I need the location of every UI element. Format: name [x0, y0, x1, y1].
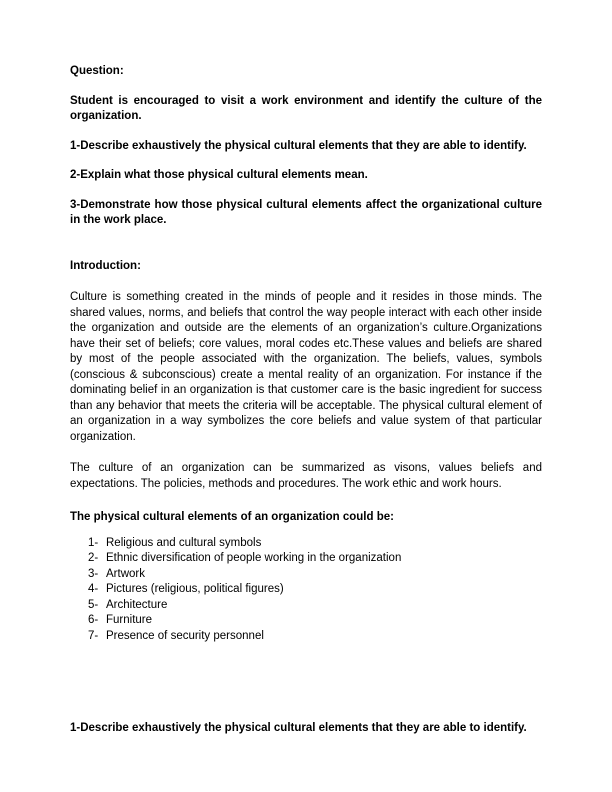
question-heading: Question:: [70, 65, 124, 77]
task-2: 2-Explain what those physical cultural elements mean.: [70, 169, 368, 181]
task-3: 3-Demonstrate how those physical cultural elements affect the organizational culture in the work place.: [70, 198, 542, 226]
introduction-paragraph: Culture is something created in the minds of people and it resides in those minds. The shared values, norms, and beliefs that control the way people interact with each other inside the organization and outside are the elements of an organization’s culture.Organizations have their set of beliefs; core values, moral codes etc.These values and beliefs are shared by most of the people associated with the organization. The beliefs, values, symbols (conscious & subconscious) create a mental reality of an organization. For instance if the dominating belief in an organization is that customer care is the basic ingredient for success than any behavior that meets the criteria will be acceptable. The physical cultural element of an organization in a way symbolizes the core beliefs and value system of that particular organization.: [70, 291, 542, 443]
list-item-text: Pictures (religious, political figures): [106, 583, 284, 595]
list-item-number: 4-: [88, 583, 99, 595]
list-item-text: Ethnic diversification of people working in the organization: [106, 552, 402, 564]
section-1-heading: 1-Describe exhaustively the physical cultural elements that they are able to identify.: [70, 722, 527, 734]
list-item-text: Furniture: [106, 614, 153, 626]
list-item: [70, 613, 542, 629]
summary-paragraph: The culture of an organization can be summarized as visons, values beliefs and expectations. The policies, methods and procedures. The work ethic and work hours.: [70, 462, 542, 490]
list-item-number: 5-: [88, 598, 99, 611]
list-heading: The physical cultural elements of an organization could be:: [70, 511, 394, 523]
question-statement: Student is encouraged to visit a work environment and identify the culture of the organization.: [70, 94, 542, 122]
list-item: [70, 598, 542, 614]
list-item: [70, 551, 542, 567]
list-item-number: 3-: [88, 567, 99, 580]
list-item: [70, 567, 542, 583]
list-item: [70, 629, 542, 645]
list-item: [70, 582, 542, 598]
list-item-text: Artwork: [106, 567, 145, 580]
introduction-heading: Introduction:: [70, 259, 141, 272]
list-item-number: 7-: [88, 629, 99, 642]
task-1: 1-Describe exhaustively the physical cultural elements that they are able to identify.: [70, 139, 527, 152]
list-item: [70, 536, 542, 552]
list-item-number: 2-: [88, 552, 99, 564]
physical-elements-list: [70, 536, 542, 645]
list-item-text: Presence of security personnel: [106, 629, 264, 642]
list-item-text: Religious and cultural symbols: [106, 536, 262, 549]
list-item-number: 1-: [88, 536, 99, 549]
list-item-text: Architecture: [106, 598, 168, 611]
list-item-number: 6-: [88, 614, 99, 626]
